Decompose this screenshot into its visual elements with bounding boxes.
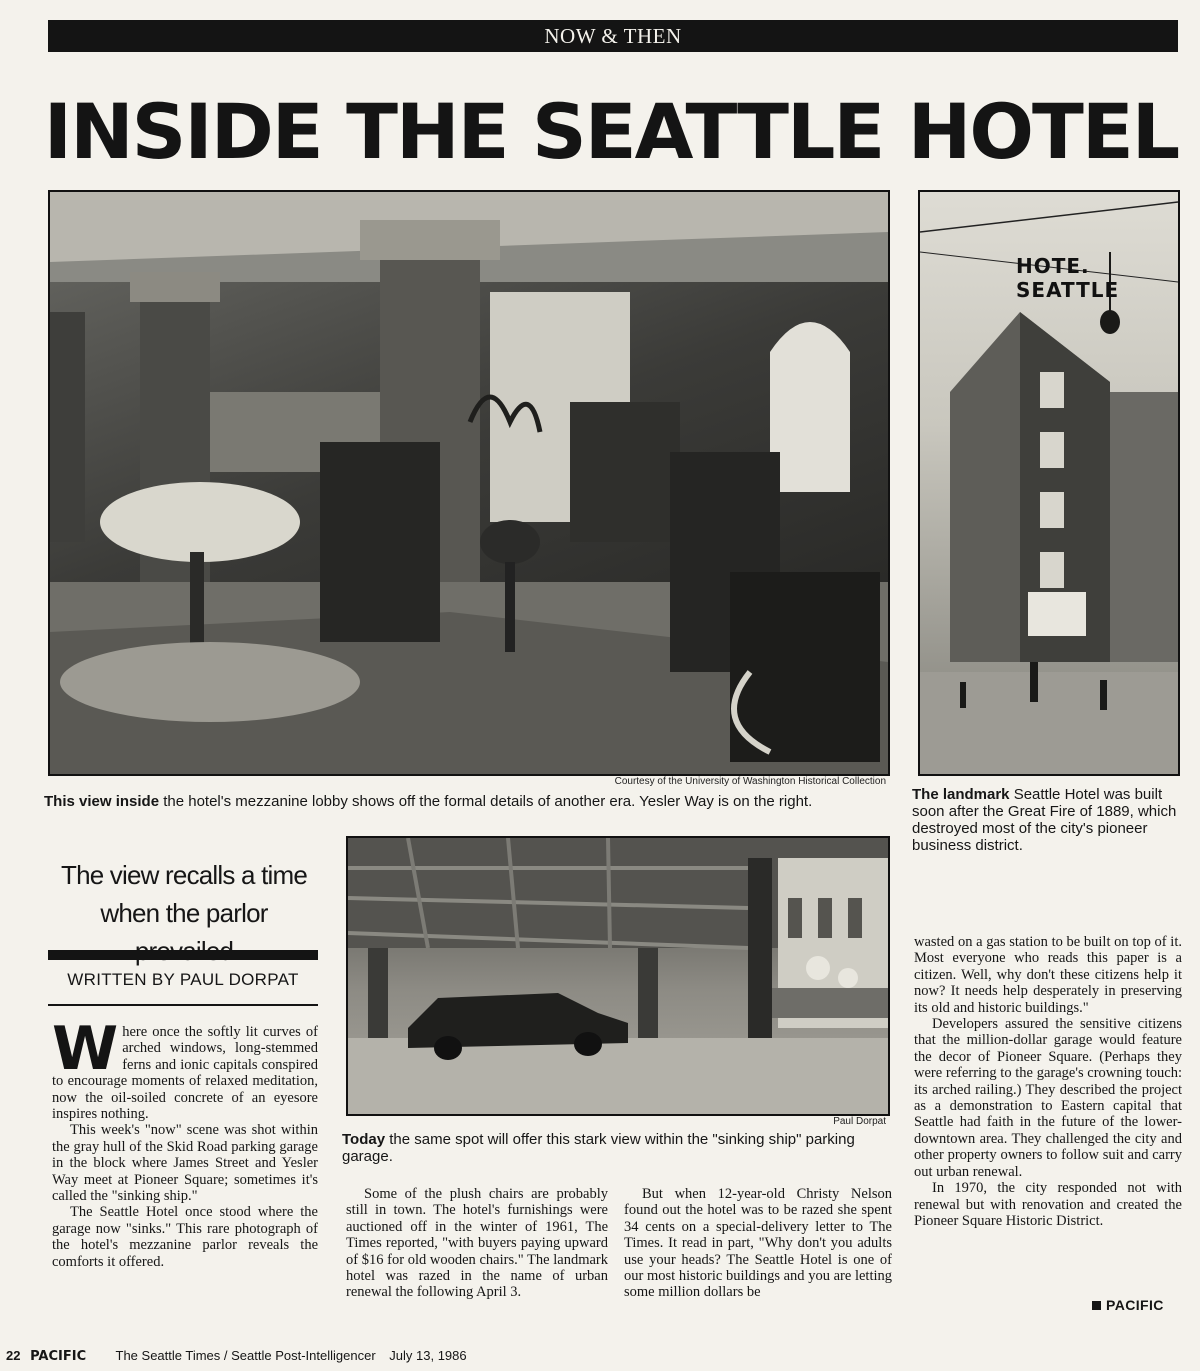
hotel-sign-line2: SEATTLE — [1016, 278, 1120, 302]
byline: WRITTEN BY PAUL DORPAT — [67, 970, 299, 989]
garage-caption-text: the same spot will offer this stark view within the "sinking ship" parking garage. — [342, 1131, 855, 1165]
garage-caption-lead: Today — [342, 1131, 386, 1148]
article-column-4 — [914, 934, 1182, 1229]
page-footer — [6, 1348, 467, 1364]
article-paragraph: Some of the plush chairs are probably still in town. The hotel's furnishings were auctioned off in the winter of 1961, The Times reported, "with buyers paying upward of $16 for old wooden chairs." The landmark hotel was razed in the name of urban renewal the following April 3. — [346, 1186, 608, 1301]
lobby-photo — [48, 190, 890, 776]
article-paragraph — [52, 1014, 318, 1123]
headline: INSIDE THE SEATTLE HOTEL — [43, 87, 1179, 176]
article-paragraph: The Seattle Hotel once stood where the garage now "sinks." This rare photograph of the hotel's mezzanine parlor reveals the comforts it offered. — [52, 1204, 318, 1270]
deck-line-1: The view recalls a time — [60, 860, 308, 890]
hotel-sign-line1: HOTE. — [1016, 254, 1090, 278]
page-number: 22 — [6, 1348, 21, 1363]
parking-garage-photo — [346, 836, 890, 1116]
garage-photo-credit: Paul Dorpat — [833, 1116, 886, 1127]
side-caption-lead: The landmark — [912, 786, 1010, 803]
article-paragraph: But when 12-year-old Christy Nelson found out the hotel was to be razed she spent 34 cents on a special-delivery letter to The Times. It read in part, "Why don't you adults use your heads? The Seattle Hotel is one of our most historic buildings and you are letting some million dollars be — [624, 1186, 892, 1301]
hotel-exterior-photo — [918, 190, 1180, 776]
end-mark-label: PACIFIC — [1106, 1297, 1164, 1313]
article-paragraph: This week's "now" scene was shot within the gray hull of the Skid Road parking garage in the block where James Street and Yesler Way meet at Pioneer Square; sometimes it's called the "sinking ship." — [52, 1122, 318, 1205]
drop-cap: W — [52, 1014, 119, 1084]
article-column-2 — [346, 1186, 608, 1301]
article-column-3 — [624, 1186, 892, 1301]
side-caption-text: Seattle Hotel was built soon after the Great Fire of 1889, which destroyed most of the city's pioneer business district. — [912, 786, 1177, 854]
byline-rule-bottom — [48, 1004, 318, 1006]
lobby-photo-credit: Courtesy of the University of Washington Historical Collection — [614, 776, 886, 787]
footer-date: July 13, 1986 — [389, 1348, 467, 1363]
caption-text: the hotel's mezzanine lobby shows off the formal details of another era. Yesler Way is on the right. — [159, 793, 813, 810]
hotel-exterior-caption — [912, 786, 1186, 854]
lobby-photo-caption — [44, 793, 890, 810]
article-paragraph: Developers assured the sensitive citizens that the million-dollar garage would feature the decor of Pioneer Square. (Perhaps they were referring to the garage's crowning touch: its arched railing.) They described the project as a demonstration to Eastern capital that Seattle had faith in the future of the lower-downtown area. They challenged the city and other property owners to follow suit and carry out urban renewal. — [914, 1016, 1182, 1180]
section-banner: NOW & THEN — [48, 20, 1178, 52]
end-mark-square-icon — [1092, 1301, 1101, 1310]
garage-photo-caption — [342, 1131, 890, 1165]
end-mark — [1092, 1297, 1164, 1313]
article-column-1 — [52, 1014, 318, 1270]
article-paragraph: In 1970, the city responded not with renewal but with renovation and created the Pioneer Square Historic District. — [914, 1180, 1182, 1229]
paragraph-text: here once the softly lit curves of arched windows, long-stemmed ferns and ionic capitals conspired to encourage moments of relaxed meditation, now the oil-soiled concrete of an eyesore inspires nothing. — [52, 1024, 318, 1123]
deck-line-2: when the parlor — [100, 898, 268, 928]
footer-section: PACIFIC — [30, 1349, 87, 1364]
byline-rule-top — [48, 950, 318, 960]
article-paragraph: wasted on a gas station to be built on top of it. Most everyone who reads this paper is a citizen. Well, why don't these citizens help it now? It needs help desperately in preserving its old and historic buildings." — [914, 934, 1182, 1016]
footer-publication: The Seattle Times / Seattle Post-Intelligencer — [115, 1348, 376, 1363]
caption-lead: This view inside — [44, 793, 160, 810]
